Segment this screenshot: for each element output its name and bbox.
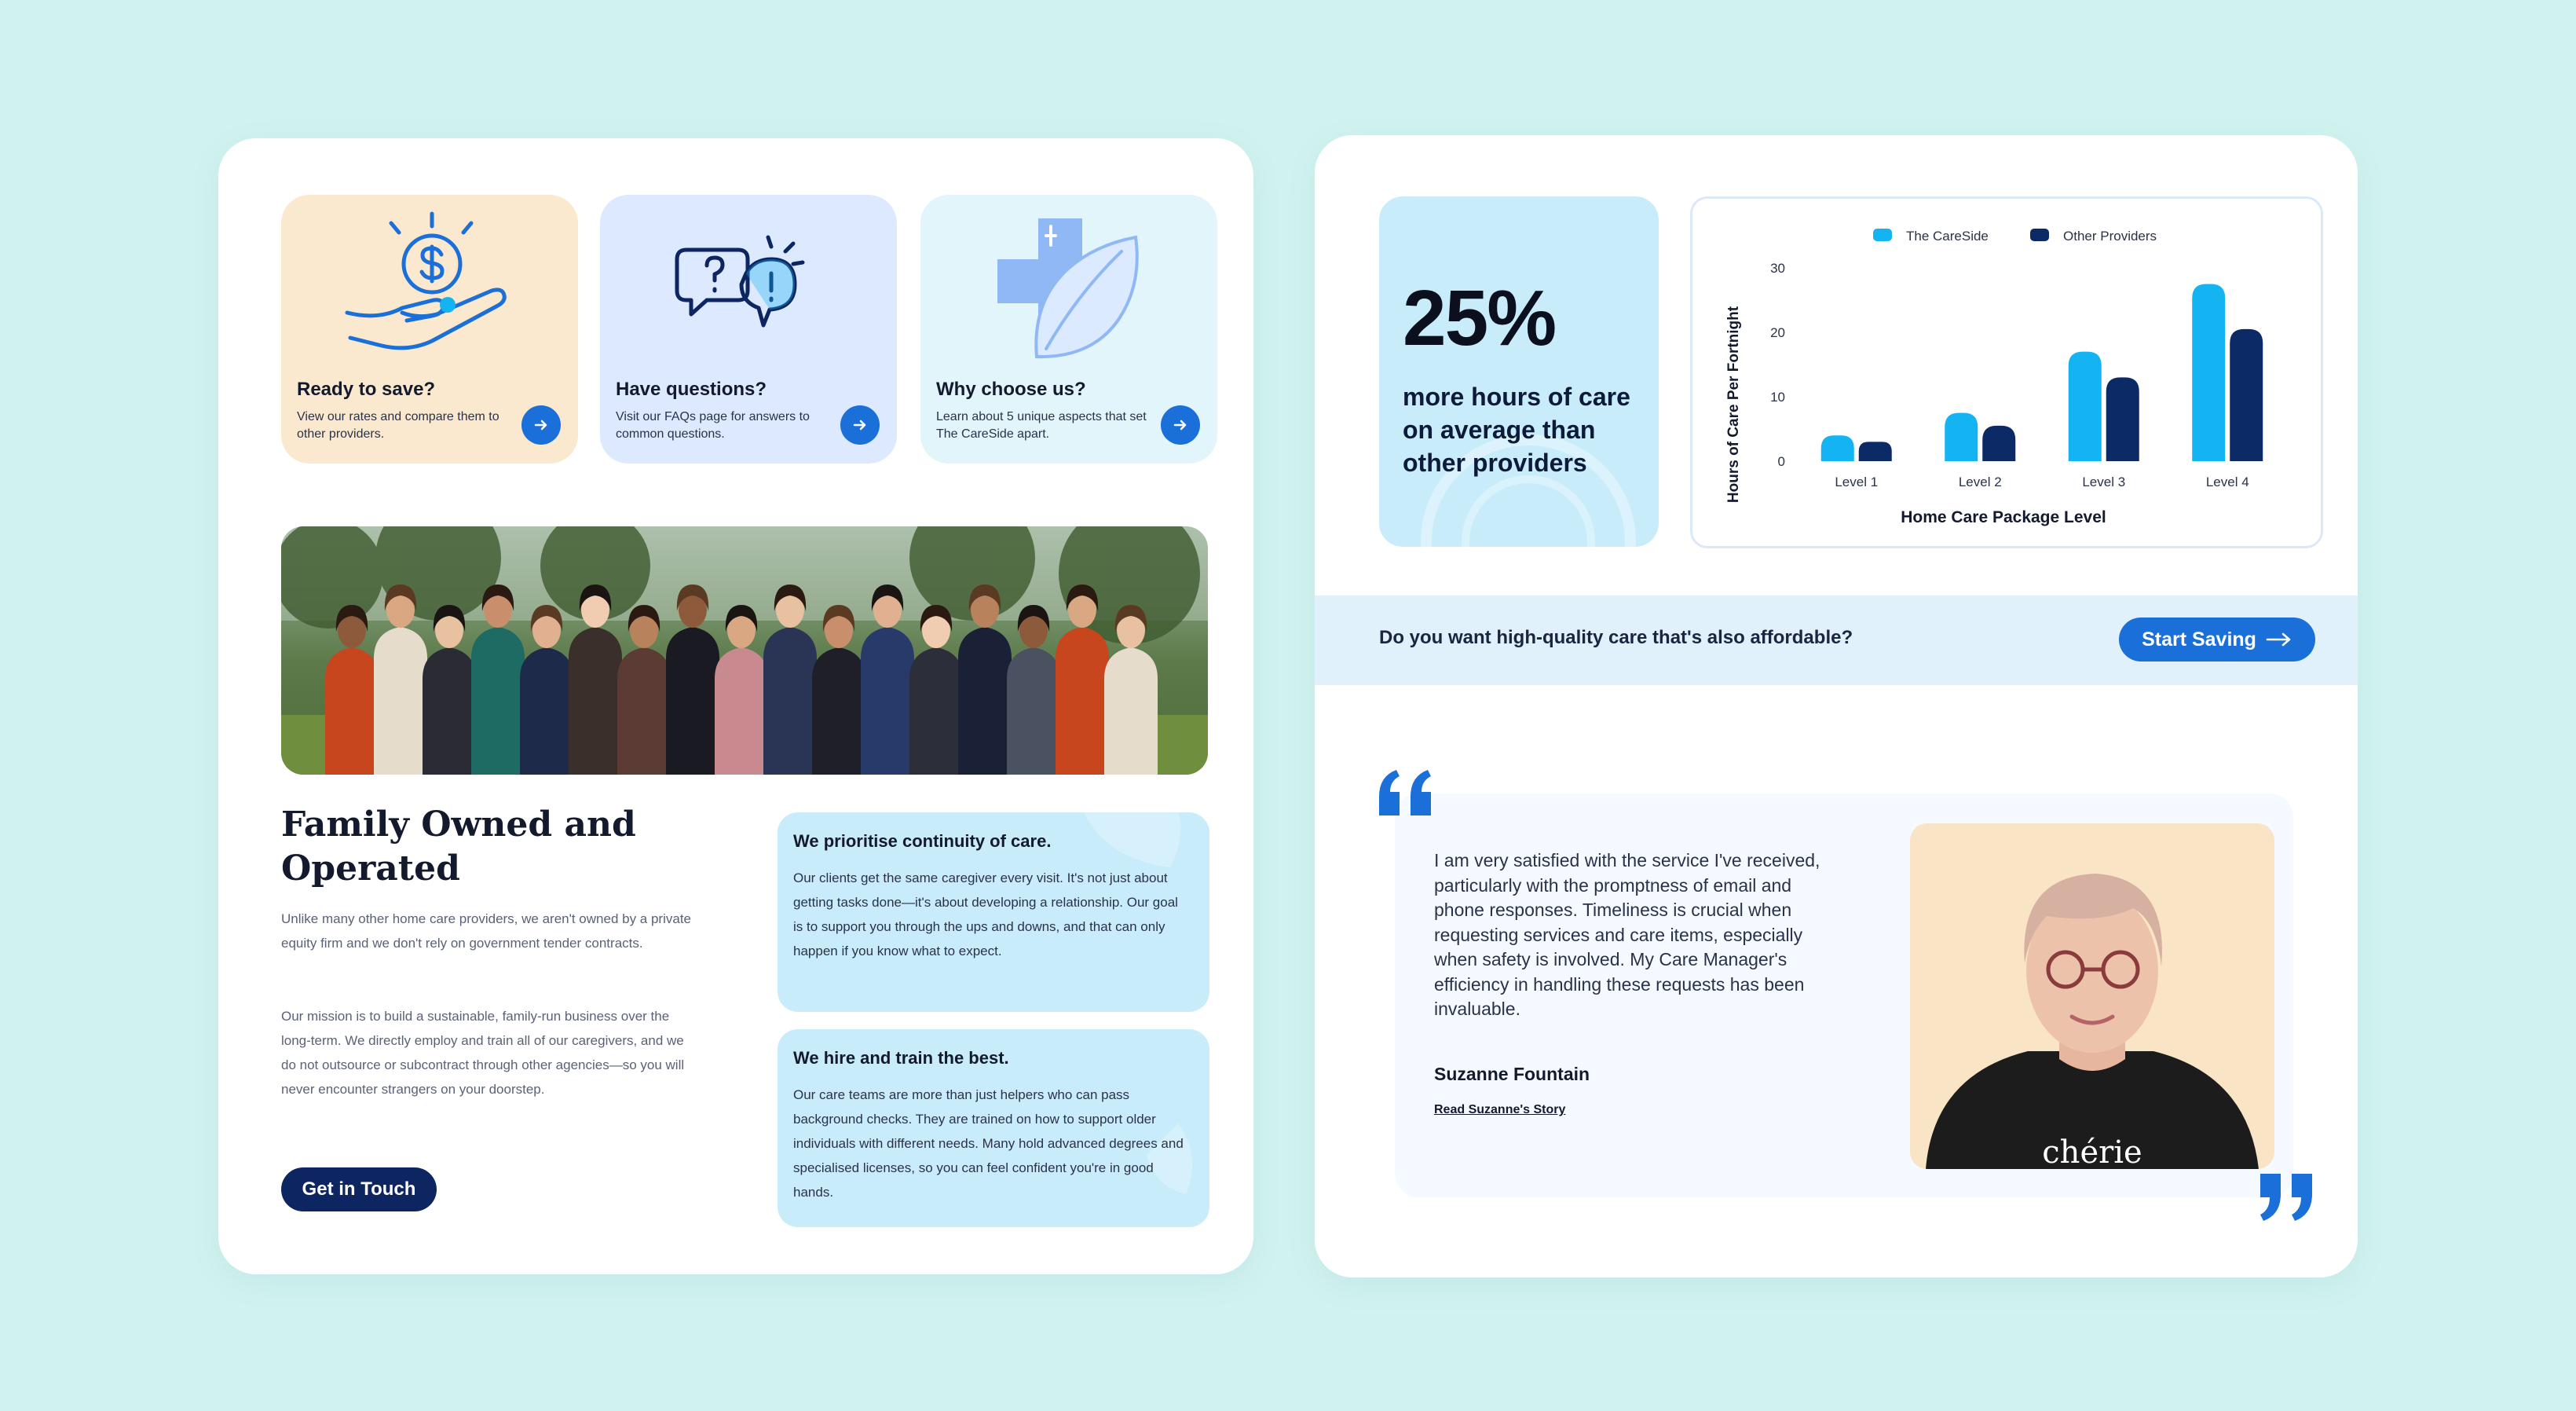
- y-tick-label: 20: [1770, 325, 1785, 340]
- quote-open-icon: [1376, 768, 1439, 819]
- tile-title: Have questions?: [616, 379, 767, 400]
- team-member-body: [374, 627, 427, 775]
- y-tick-label: 10: [1770, 390, 1785, 405]
- info-box-title: We hire and train the best.: [793, 1048, 1009, 1068]
- y-tick-label: 30: [1770, 261, 1785, 276]
- arrow-right-icon: [2266, 632, 2292, 647]
- speech-bubbles-icon: [600, 195, 897, 376]
- chart-bar: [1982, 426, 2015, 461]
- chart-bar: [1821, 435, 1854, 461]
- decorative-globe-icon: [1379, 196, 1659, 547]
- team-member-body: [325, 647, 379, 775]
- team-photo: [281, 526, 1208, 775]
- team-member-body: [1104, 647, 1158, 775]
- team-member-body: [763, 627, 817, 775]
- chart-container: [1690, 196, 2323, 548]
- team-member-body: [1007, 647, 1060, 775]
- right-panel: [1315, 135, 2358, 1277]
- cta-band: [1315, 596, 2358, 685]
- tile-description: View our rates and compare them to other providers.: [297, 410, 499, 441]
- team-member-body: [909, 647, 963, 775]
- tile-description: Learn about 5 unique aspects that set The CareSide apart.: [936, 410, 1147, 441]
- legend-label: Other Providers: [2063, 229, 2157, 244]
- x-tick-label: Level 4: [2205, 475, 2249, 489]
- family-paragraph-2: Our mission is to build a sustainable, family-run business over the long-term. We directly employ and train all of our caregivers, and we do not outsource or subcontract through other agencies—so you will never encounter strangers on your doorstep.: [281, 1009, 685, 1097]
- testimonial-author: Suzanne Fountain: [1434, 1064, 1590, 1084]
- tile-why-choose-us[interactable]: [920, 195, 1217, 464]
- team-members: [325, 585, 1158, 775]
- medical-cross-leaf-icon: [920, 195, 1217, 376]
- chart-bar: [2106, 377, 2139, 461]
- arrow-right-icon: [532, 416, 550, 434]
- testimonial-portrait: [1910, 823, 2274, 1169]
- team-member-body: [423, 647, 476, 775]
- team-member-body: [471, 627, 525, 775]
- testimonial-quote: I am very satisfied with the service I've received, particularly with the promptness of email and phone responses. Timeliness is crucial when requesting services and care items, especially when safety is involved. My Care Manager's efficiency in handling these requests has been invaluable.: [1434, 850, 1820, 1019]
- team-member-body: [812, 647, 865, 775]
- info-box-title: We prioritise continuity of care.: [793, 831, 1052, 851]
- get-in-touch-button[interactable]: Get in Touch: [281, 1167, 437, 1211]
- team-member-body: [569, 627, 622, 775]
- cta-question: Do you want high-quality care that's also affordable?: [1379, 627, 1853, 648]
- tile-why-arrow-button[interactable]: [1161, 405, 1200, 445]
- team-member-body: [520, 647, 573, 775]
- family-paragraph-1: Unlike many other home care providers, we aren't owned by a private equity firm and we don't rely on government tender contracts.: [281, 911, 692, 951]
- team-member-body: [1056, 627, 1109, 775]
- legend-swatch: [1873, 229, 1892, 241]
- read-story-link[interactable]: Read Suzanne's Story: [1434, 1103, 1566, 1116]
- y-tick-label: 0: [1777, 454, 1785, 469]
- quote-close-icon: [2257, 1172, 2320, 1222]
- x-tick-label: Level 1: [1835, 475, 1879, 489]
- tile-ready-to-save[interactable]: [281, 195, 578, 464]
- tile-title: Ready to save?: [297, 379, 436, 400]
- info-box-hire: [778, 1029, 1209, 1227]
- tile-description: Visit our FAQs page for answers to common questions.: [616, 410, 810, 441]
- tile-questions-arrow-button[interactable]: [840, 405, 880, 445]
- start-saving-button[interactable]: [2119, 618, 2315, 662]
- stat-value: 25%: [1403, 274, 1556, 362]
- stat-box: [1379, 196, 1659, 547]
- chart-bar: [2069, 352, 2102, 461]
- team-member-body: [958, 627, 1012, 775]
- tile-save-arrow-button[interactable]: [521, 405, 561, 445]
- x-tick-label: Level 3: [2082, 475, 2126, 489]
- chart-y-axis-label: Hours of Care Per Fortnight: [1725, 306, 1742, 504]
- chart-bar: [2192, 284, 2225, 462]
- x-tick-label: Level 2: [1958, 475, 2002, 489]
- team-member-body: [617, 647, 671, 775]
- tile-title: Why choose us?: [936, 379, 1086, 400]
- chart-bar: [1945, 413, 1978, 462]
- info-box-text: Our clients get the same caregiver every visit. It's not just about getting tasks done—it's about developing a relationship. Our goal is to support you through the ups and downs, and that can only happen if you know what to expect.: [793, 870, 1178, 958]
- legend-swatch: [2030, 229, 2049, 241]
- left-panel: [218, 138, 1253, 1274]
- arrow-right-icon: [1172, 416, 1189, 434]
- team-member-body: [715, 647, 768, 775]
- info-box-text: Our care teams are more than just helpers who can pass background checks. They are trained on how to support older individuals with different needs. Many hold advanced degrees and specialised licenses, so you can feel confident you're in good hands.: [793, 1087, 1184, 1200]
- chart-bar: [2230, 329, 2263, 461]
- chart-x-axis-label: Home Care Package Level: [1901, 508, 2106, 526]
- shirt-text: chérie: [2042, 1134, 2142, 1169]
- tile-have-questions[interactable]: [600, 195, 897, 464]
- family-owned-heading: Family Owned and Operated: [281, 804, 636, 889]
- legend-label: The CareSide: [1906, 229, 1989, 244]
- bar-chart: [1692, 199, 2321, 546]
- arrow-right-icon: [851, 416, 869, 434]
- start-saving-label: Start Saving: [2142, 628, 2256, 651]
- info-box-continuity: [778, 812, 1209, 1012]
- dollar-hand-icon: [281, 195, 578, 376]
- team-member-body: [666, 627, 719, 775]
- chart-bar: [1859, 442, 1892, 461]
- team-member-body: [861, 627, 914, 775]
- stat-description: more hours of care on average than other providers: [1403, 383, 1630, 477]
